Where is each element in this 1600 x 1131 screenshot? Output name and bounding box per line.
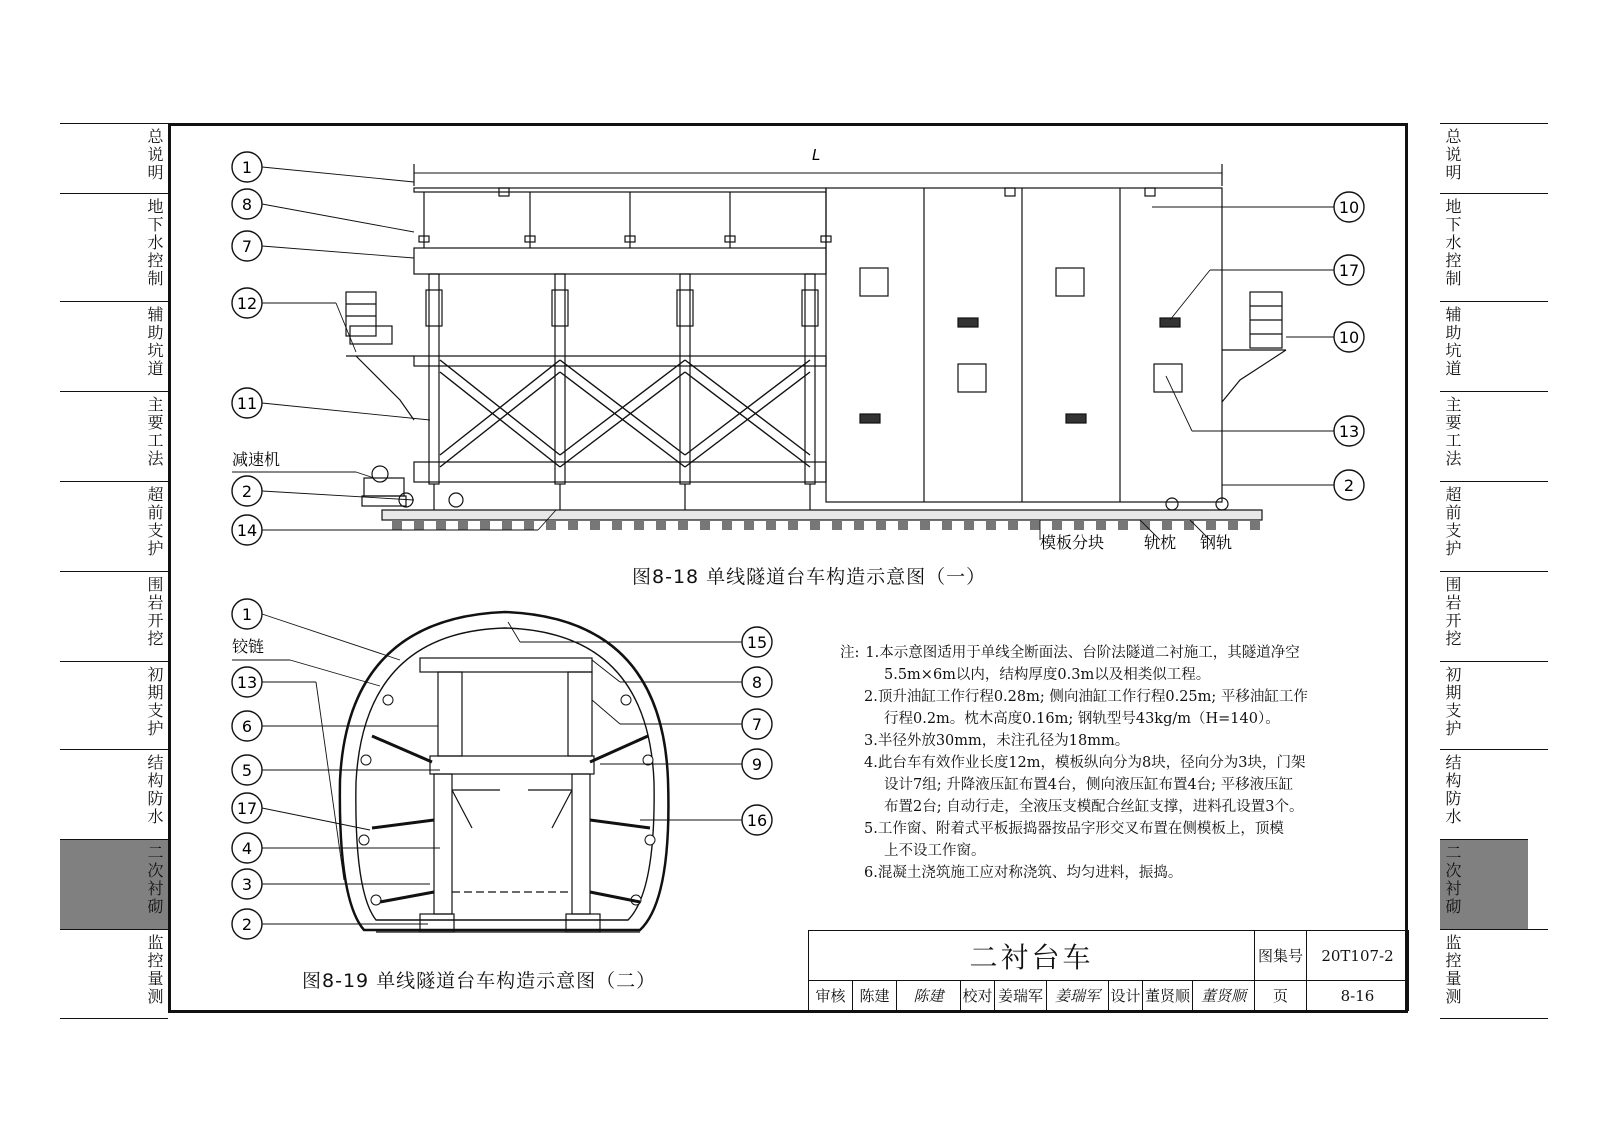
note-text: 3.半径外放30mm，未注孔径为18mm。: [864, 733, 1130, 749]
figure1-caption: 图8-18 单线隧道台车构造示意图（一）: [632, 566, 987, 588]
callout: [232, 667, 262, 697]
callout-number: 7: [751, 715, 763, 734]
side-tab-label: 超前支护: [145, 486, 164, 558]
side-tab-label: 围岩开挖: [145, 576, 164, 648]
check-label: 校对: [961, 981, 995, 1011]
note-text: 1.本示意图适用于单线全断面法、台阶法隧道二衬施工，其隧道净空: [865, 645, 1300, 661]
side-tab-label: 辅助坑道: [1443, 306, 1462, 378]
callout-number: 2: [241, 915, 253, 934]
note-text: 5.工作窗、附着式平板振捣器按品字形交叉布置在侧模板上，顶模: [864, 821, 1284, 837]
callout: [1334, 255, 1364, 285]
callout: [1334, 322, 1364, 352]
callout-number: 6: [241, 717, 253, 736]
callout-number: 1: [241, 158, 253, 177]
side-tab-label: 地下水控制: [1443, 198, 1462, 288]
atlas-number: 20T107-2: [1307, 931, 1409, 981]
dimension-label: L: [812, 146, 821, 164]
callout: [1334, 470, 1364, 500]
label-sleeper: 轨枕: [1144, 533, 1177, 552]
callout-number: 15: [746, 633, 768, 652]
callout-number: 14: [236, 521, 258, 540]
reviewer-signature: 陈建: [897, 981, 961, 1011]
note-text: 布置2台; 自动行走，全液压支模配合丝缸支撑，进料孔设置3个。: [884, 799, 1304, 815]
side-tab-label: 主要工法: [1443, 396, 1462, 468]
side-tab-label: 地下水控制: [145, 198, 164, 288]
note-text: 设计7组; 升降液压缸布置4台，侧向液压缸布置4台; 平移液压缸: [884, 777, 1294, 793]
callout-number: 13: [1338, 422, 1360, 441]
note-text: 5.5m×6m以内，结构厚度0.3m以及相类似工程。: [884, 667, 1211, 683]
note-line: [840, 686, 1308, 708]
callout-number: 8: [751, 673, 763, 692]
note-prefix: 注:: [840, 645, 860, 661]
callout-number: 1: [241, 605, 253, 624]
callout: [232, 476, 262, 506]
callout-number: 17: [236, 799, 258, 818]
side-tab-label: 初期支护: [1443, 666, 1462, 738]
side-tab-label: 初期支护: [145, 666, 164, 738]
note-line: [840, 642, 1308, 664]
side-tab-label: 围岩开挖: [1443, 576, 1462, 648]
callout-number: 16: [746, 811, 768, 830]
callout: [232, 909, 262, 939]
callout-number: 3: [241, 875, 253, 894]
side-tab-label: 超前支护: [1443, 486, 1462, 558]
callout-number: 10: [1338, 328, 1360, 347]
callout: [232, 152, 262, 182]
note-text: 6.混凝土浇筑施工应对称浇筑、均匀进料，振捣。: [864, 865, 1183, 881]
note-line: [840, 774, 1308, 796]
side-tab-label: 结构防水: [1443, 754, 1462, 826]
callout: [232, 599, 262, 629]
figure2-caption: 图8-19 单线隧道台车构造示意图（二）: [302, 970, 657, 992]
designer-name: 董贤顺: [1143, 981, 1193, 1011]
note-line: [840, 708, 1308, 730]
checker-signature: 姜瑞军: [1047, 981, 1109, 1011]
page-label: 页: [1255, 981, 1307, 1011]
side-tab-label: 二次衬砌: [145, 844, 164, 916]
note-line: [840, 664, 1308, 686]
note-text: 行程0.2m。枕木高度0.16m; 钢轨型号43kg/m（H=140）。: [884, 711, 1280, 727]
title-block: [808, 930, 1408, 1010]
note-text: 上不设工作窗。: [884, 843, 986, 859]
note-line: [840, 752, 1308, 774]
note-line: [840, 840, 1308, 862]
side-tab-label: 监控量测: [145, 934, 164, 1006]
note-text: 2.顶升油缸工作行程0.28m; 侧向油缸工作行程0.25m; 平移油缸工作: [864, 689, 1308, 705]
label-rail: 钢轨: [1200, 533, 1233, 552]
drawing-title: 二衬台车: [809, 931, 1255, 981]
note-line: [840, 818, 1308, 840]
label-formwork-block: 模板分块: [1040, 533, 1105, 552]
note-text: 4.此台车有效作业长度12m，模板纵向分为8块，径向分为3块，门架: [864, 755, 1306, 771]
callout-number: 4: [241, 839, 253, 858]
reviewer-name: 陈建: [853, 981, 897, 1011]
callout: [1334, 416, 1364, 446]
callout: [232, 869, 262, 899]
callout-number: 7: [241, 237, 253, 256]
callout-number: 8: [241, 195, 253, 214]
callout: [232, 833, 262, 863]
label-hinge: 铰链: [232, 637, 265, 656]
callout: [232, 515, 262, 545]
side-tab-label: 总说明: [145, 128, 164, 182]
side-tab-label: 辅助坑道: [145, 306, 164, 378]
callout: [742, 805, 772, 835]
checker-name: 姜瑞军: [995, 981, 1047, 1011]
side-tab-label: 结构防水: [145, 754, 164, 826]
side-tab-label: 主要工法: [145, 396, 164, 468]
designer-signature: 董贤顺: [1193, 981, 1255, 1011]
design-label: 设计: [1109, 981, 1143, 1011]
callout-number: 5: [241, 761, 253, 780]
callout-number: 12: [236, 294, 258, 313]
callout-number: 13: [236, 673, 258, 692]
callout: [232, 711, 262, 741]
callout-number: 2: [241, 482, 253, 501]
callout-number: 9: [751, 755, 763, 774]
label-reducer: 减速机: [232, 450, 281, 469]
note-line: [840, 730, 1308, 752]
callout-number: 2: [1343, 476, 1355, 495]
callout: [742, 709, 772, 739]
callout-number: 11: [236, 394, 258, 413]
callout: [232, 793, 262, 823]
review-label: 审核: [809, 981, 853, 1011]
page-number: 8-16: [1307, 981, 1409, 1011]
callout-number: 10: [1338, 198, 1360, 217]
callout: [232, 755, 262, 785]
callout: [1334, 192, 1364, 222]
callout: [232, 189, 262, 219]
side-tab-label: 二次衬砌: [1443, 844, 1462, 916]
notes: [840, 642, 1308, 884]
callout: [742, 627, 772, 657]
atlas-label: 图集号: [1255, 931, 1307, 981]
note-line: [840, 862, 1308, 884]
callout: [742, 749, 772, 779]
side-tab-label: 总说明: [1443, 128, 1462, 182]
callout: [232, 288, 262, 318]
callout-number: 17: [1338, 261, 1360, 280]
note-line: [840, 796, 1308, 818]
callout: [232, 388, 262, 418]
callout: [232, 231, 262, 261]
callout: [742, 667, 772, 697]
side-tab-label: 监控量测: [1443, 934, 1462, 1006]
